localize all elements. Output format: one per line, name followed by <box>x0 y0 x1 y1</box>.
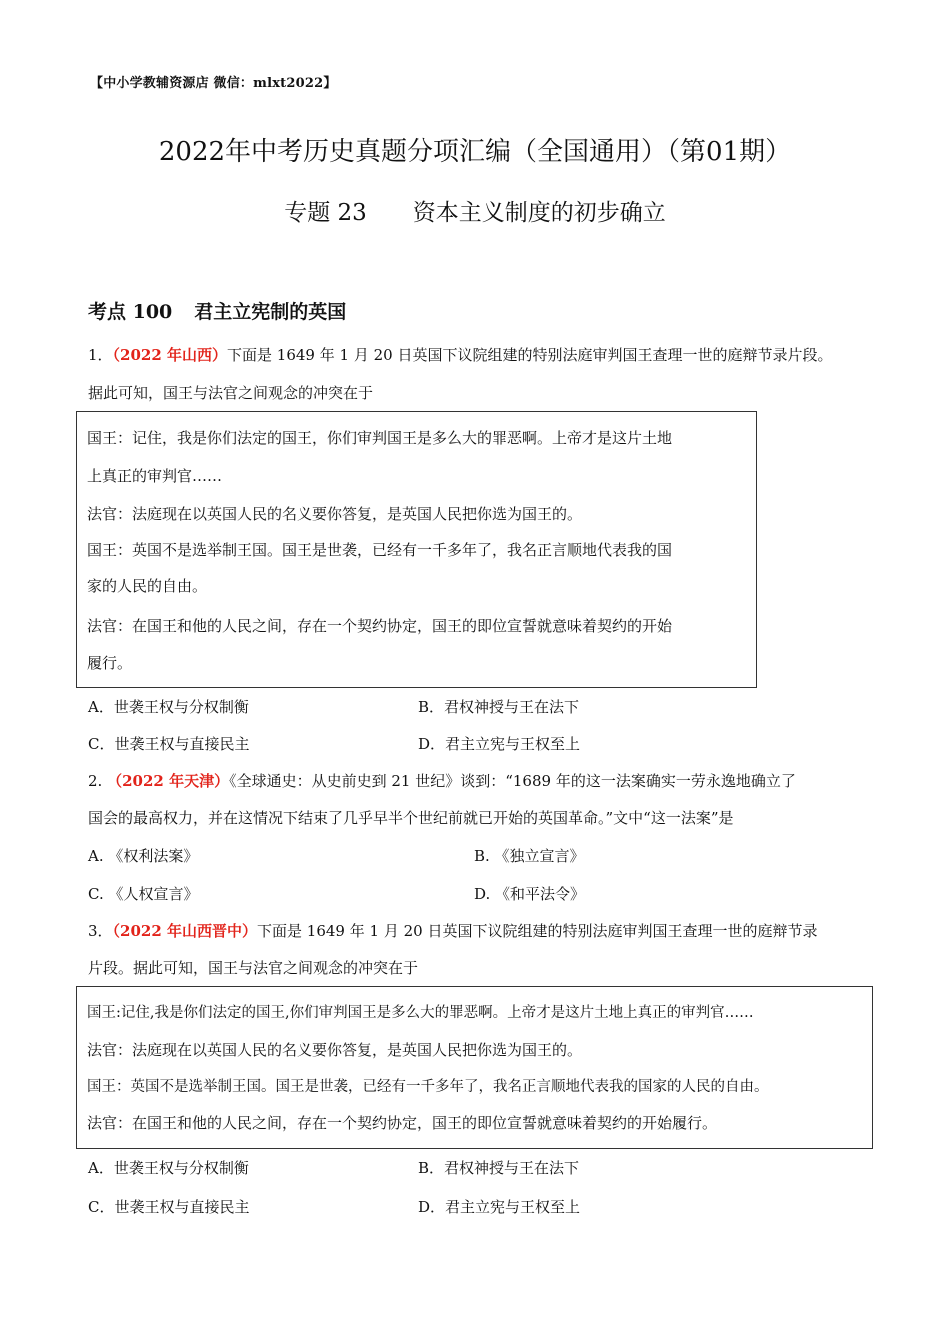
q1-quote-box <box>76 411 757 688</box>
page-title: 2022年中考历史真题分项汇编（全国通用）（第01期） <box>158 137 792 167</box>
q1-number: 1． <box>88 346 113 364</box>
q3-stem-text: 下面是 1649 年 1 月 20 日英国下议院组建的特别法庭审判国王查理一世的庭辩节录 <box>257 922 818 940</box>
q3-option-b: B．君权神授与王在法下 <box>418 1159 580 1177</box>
q2-option-d: D. 《和平法令》 <box>474 885 586 903</box>
q1-quote-line: 家的人民的自由。 <box>87 577 208 595</box>
q3-quote-line: 国王:记住,我是你们法定的国王,你们审判国王是多么大的罪恶啊。上帝才是这片土地上真正的审判官…… <box>87 1005 754 1021</box>
q1-stem-line2: 据此可知，国王与法官之间观念的冲突在于 <box>88 384 374 402</box>
q3-option-d: D．君主立宪与王权至上 <box>418 1198 581 1216</box>
q1-stem-text: 下面是 1649 年 1 月 20 日英国下议院组建的特别法庭审判国王查理一世的庭辩节录片段。 <box>227 346 833 364</box>
q1-quote-line: 上真正的审判官…… <box>87 467 223 485</box>
q2-option-a: A. 《权利法案》 <box>88 847 199 865</box>
q1-option-a: A．世袭王权与分权制衡 <box>88 698 249 716</box>
q1-quote-line: 国王：英国不是选举制王国。国王是世袭，已经有一千多年了，我名正言顺地代表我的国 <box>87 541 673 559</box>
q3-quote-line: 国王：英国不是选举制王国。国王是世袭，已经有一千多年了，我名正言顺地代表我的国家的人民的自由。 <box>87 1079 769 1095</box>
section-topic: 君主立宪制的英国 <box>194 301 347 323</box>
q2-option-b: B. 《独立宣言》 <box>474 847 585 865</box>
q3-quote-line: 法官：在国王和他的人民之间，存在一个契约协定，国王的即位宣誓就意味着契约的开始履行。 <box>87 1114 718 1132</box>
subtitle-label: 专题 23 <box>284 200 367 226</box>
q1-quote-line: 法官：在国王和他的人民之间，存在一个契约协定，国王的即位宣誓就意味着契约的开始 <box>87 617 673 635</box>
subtitle-topic: 资本主义制度的初步确立 <box>412 200 666 226</box>
q2-stem-line2: 国会的最高权力，并在这情况下结束了几乎早半个世纪前就已开始的英国革命。”文中“这一法案”是 <box>88 809 734 827</box>
q1-source: （2022 年山西） <box>112 346 228 364</box>
q3-stem-line2: 片段。据此可知，国王与法官之间观念的冲突在于 <box>88 959 419 977</box>
q1-stem-line1 <box>88 344 832 366</box>
q2-source: （2022 年天津） <box>107 772 230 790</box>
q1-quote-line: 履行。 <box>87 654 133 672</box>
q3-option-c: C．世袭王权与直接民主 <box>88 1198 250 1216</box>
q3-quote-line: 法官：法庭现在以英国人民的名义要你答复，是英国人民把你选为国王的。 <box>87 1041 583 1059</box>
q1-quote-line: 法官：法庭现在以英国人民的名义要你答复，是英国人民把你选为国王的。 <box>87 505 583 523</box>
q2-number: 2. <box>88 772 108 790</box>
section-heading <box>88 298 346 326</box>
q3-number: 3． <box>88 922 113 940</box>
topic-subtitle <box>0 196 950 230</box>
q1-option-c: C．世袭王权与直接民主 <box>88 735 250 753</box>
q1-quote-line: 国王：记住，我是你们法定的国王，你们审判国王是多么大的罪恶啊。上帝才是这片土地 <box>87 429 673 447</box>
section-label: 考点 100 <box>88 301 173 323</box>
q3-option-a: A．世袭王权与分权制衡 <box>88 1159 249 1177</box>
q3-quote-box <box>76 986 873 1149</box>
q1-option-d: D．君主立宪与王权至上 <box>418 735 581 753</box>
q2-stem-text: 《全球通史：从史前史到 21 世纪》谈到：“1689 年的这一法案确实一劳永逸地确立了 <box>229 772 796 790</box>
header-note: 【中小学教辅资源店 微信：mlxt2022】 <box>90 76 337 91</box>
q2-option-c: C. 《人权宣言》 <box>88 885 199 903</box>
q1-option-b: B．君权神授与王在法下 <box>418 698 580 716</box>
q2-stem-line1 <box>88 770 796 792</box>
q3-source: （2022 年山西晋中） <box>112 922 258 940</box>
q3-stem-line1 <box>88 920 817 942</box>
